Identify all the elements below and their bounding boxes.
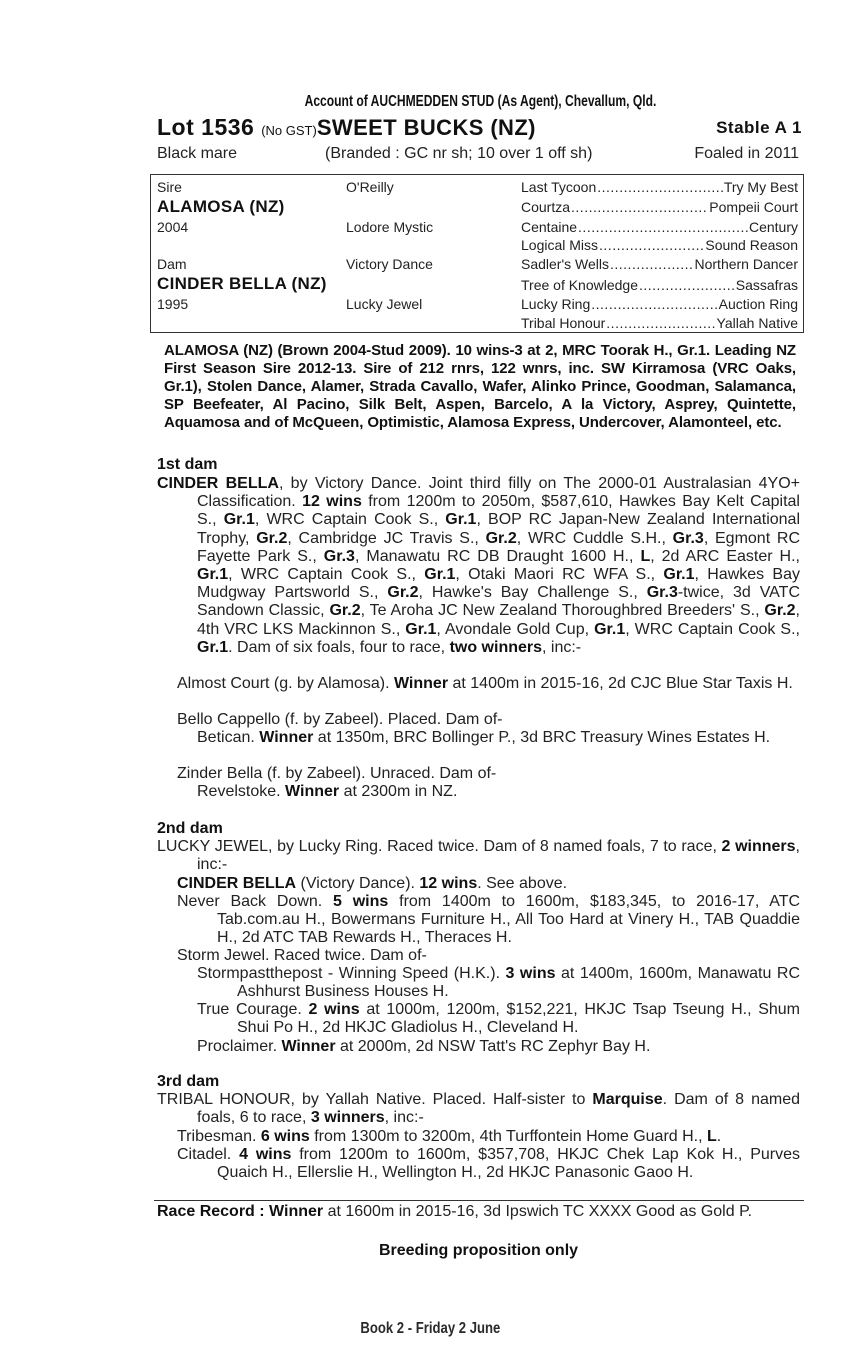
text: from 1200m to 2050m, $587,610, Hawkes Bay Kelt Capital S., bbox=[197, 493, 800, 529]
leader-dots bbox=[599, 237, 704, 253]
vendor-account: Account of AUCHMEDDEN STUD (As Agent), Chevallum, Qld. bbox=[304, 93, 657, 110]
dam-name: CINDER BELLA (NZ) bbox=[157, 274, 327, 293]
progeny-entry bbox=[177, 765, 800, 783]
ancestor-name: Courtza bbox=[521, 199, 571, 215]
leader-dots bbox=[578, 219, 748, 235]
gst-note: (No GST) bbox=[261, 123, 317, 138]
text: , Manawatu RC DB Draught 1600 H., bbox=[354, 547, 641, 565]
third-dam-entry bbox=[157, 1091, 800, 1127]
text: at 1350m, BRC Bollinger P., 3d BRC Treasury Wines Estates H. bbox=[313, 729, 771, 746]
text: -twice, 3d VATC Sandown Classic, bbox=[197, 584, 800, 620]
text: at 1400m in 2015-16, 2d CJC Blue Star Taxis H. bbox=[448, 675, 793, 692]
divider bbox=[154, 1200, 804, 1201]
footer-text: Book 2 - Friday 2 June bbox=[360, 1320, 500, 1337]
sire-year: 2004 bbox=[157, 219, 189, 235]
text: , BOP RC Japan-New Zealand International Trophy, bbox=[197, 511, 801, 547]
text: Stormpastthepost - Winning Speed (H.K.). bbox=[197, 965, 506, 982]
result: Winner bbox=[281, 1038, 336, 1055]
grade: Gr.2 bbox=[256, 529, 288, 547]
text: True Courage. bbox=[197, 1001, 309, 1018]
grade: Gr.1 bbox=[197, 566, 229, 584]
winners-count: 3 winners bbox=[310, 1109, 385, 1127]
text: , inc:- bbox=[384, 1109, 424, 1127]
text: , WRC Cuddle S.H., bbox=[516, 529, 673, 547]
text: at 2300m in NZ. bbox=[339, 783, 458, 800]
progeny-entry bbox=[177, 947, 800, 965]
text: at 2000m, 2d NSW Tatt's RC Zephyr Bay H. bbox=[335, 1038, 651, 1055]
text: , by Victory Dance. Joint third filly on The 2000-01 Australasian 4YO+ Classification. bbox=[197, 475, 801, 511]
text: . Dam of 8 named foals, 6 to race, bbox=[197, 1091, 801, 1127]
race-record-label: Race Record : bbox=[157, 1203, 270, 1220]
grade: Gr.3 bbox=[323, 547, 355, 565]
grade: Gr.3 bbox=[646, 584, 678, 602]
third-dam-heading: 3rd dam bbox=[157, 1073, 220, 1090]
grade: Gr.1 bbox=[223, 511, 255, 529]
text: Betican. bbox=[197, 729, 260, 746]
ancestor-row bbox=[521, 179, 798, 195]
ancestor-row bbox=[521, 199, 798, 215]
grade: Gr.2 bbox=[764, 602, 796, 620]
progeny-entry bbox=[177, 893, 800, 948]
leader-dots bbox=[597, 179, 723, 195]
progeny-entry bbox=[177, 1128, 800, 1146]
grand-progeny-entry bbox=[197, 965, 800, 1001]
sire-sire: O'Reilly bbox=[346, 179, 394, 195]
text: , WRC Captain Cook S., bbox=[625, 620, 800, 638]
grand-progeny-entry bbox=[197, 729, 800, 747]
text: Bello Cappello (f. by Zabeel). Placed. Dam of- bbox=[177, 711, 503, 728]
text: , Cambridge JC Travis S., bbox=[287, 529, 486, 547]
ancestor-name: Tree of Knowledge bbox=[521, 277, 638, 293]
grade: Gr.2 bbox=[485, 529, 517, 547]
progeny-entry bbox=[177, 675, 800, 693]
text: LUCKY JEWEL, by Lucky Ring. Raced twice. Dam of 8 named foals, 7 to race, bbox=[157, 838, 722, 855]
leader-dots bbox=[639, 277, 735, 293]
ancestor-sire: Pompeii Court bbox=[709, 199, 798, 215]
result: Winner bbox=[259, 729, 314, 746]
text: , WRC Captain Cook S., bbox=[228, 566, 425, 584]
ancestor-sire: Auction Ring bbox=[718, 296, 798, 312]
relative-name: Marquise bbox=[592, 1091, 663, 1108]
text: . bbox=[716, 1128, 722, 1145]
ancestor-sire: Century bbox=[748, 219, 798, 235]
ancestor-name: Last Tycoon bbox=[521, 179, 597, 195]
text: . Dam of six foals, four to race, bbox=[228, 638, 450, 656]
result: 2 wins bbox=[308, 1001, 360, 1018]
progeny-name: CINDER BELLA bbox=[177, 875, 297, 892]
text: at 1000m, 1200m, $152,221, HKJC Tsap Tseung H., Shum Shui Po H., 2d HKJC Gladiolus H., Cleveland H. bbox=[237, 1001, 800, 1037]
grand-progeny-entry bbox=[197, 1038, 800, 1056]
grade: Gr.1 bbox=[663, 566, 695, 584]
leader-dots bbox=[571, 199, 708, 215]
page-footer bbox=[0, 1320, 860, 1338]
result: 3 wins bbox=[505, 965, 556, 982]
grade: L bbox=[707, 1128, 717, 1145]
grade: Gr.2 bbox=[387, 584, 419, 602]
text: , WRC Captain Cook S., bbox=[254, 511, 446, 529]
second-dam-entry bbox=[157, 838, 800, 874]
winners-count: two winners bbox=[449, 638, 543, 656]
ancestor-row bbox=[521, 256, 798, 272]
result: Winner bbox=[393, 675, 449, 692]
ancestor-row bbox=[521, 277, 798, 293]
text: . See above. bbox=[477, 875, 568, 892]
sire-summary: ALAMOSA (NZ) (Brown 2004-Stud 2009). 10 wins-3 at 2, MRC Toorak H., Gr.1. Leading NZ First Season Sire 2012-13. Sire of 212 rnrs, 122 wnrs, inc. SW Kirramosa (VRC Oaks, Gr.1), Stolen Dance, Alamer, Strada Cavallo, Wafer, Alinko Prince, Goodman, Salamanca, SP Beefeater, Al Pacino, Silk Belt, Aspen, Barcelo, A la Victory, Asprey, Quintette, Aquamosa and of McQueen, Optimistic, Alamosa Express, Undercover, Alamonteel, etc. bbox=[164, 342, 796, 431]
text: , 2d ARC Easter H., bbox=[650, 547, 801, 565]
second-dam-heading: 2nd dam bbox=[157, 820, 223, 837]
text: from 1200m to 1600m, $357,708, HKJC Chek Lap Kok H., Purves Quaich H., Ellerslie H., Wellington H., 2d HKJC Panasonic Gaoo H. bbox=[217, 1146, 800, 1182]
stable-location: Stable A 1 bbox=[716, 118, 802, 137]
leader-dots bbox=[591, 296, 717, 312]
grade: Gr.1 bbox=[405, 620, 437, 638]
grand-progeny-entry bbox=[197, 1001, 800, 1037]
result: 12 wins bbox=[419, 875, 478, 892]
text: at 1400m, 1600m, Manawatu RC Ashhurst Business Houses H. bbox=[237, 965, 801, 1001]
text: , Egmont RC Fayette Park S., bbox=[197, 529, 801, 565]
ancestor-row bbox=[521, 219, 798, 235]
text: Zinder Bella (f. by Zabeel). Unraced. Dam of- bbox=[177, 765, 497, 782]
text: , Te Aroha JC New Zealand Thoroughbred Breeders' S., bbox=[360, 602, 765, 620]
dam-year: 1995 bbox=[157, 296, 189, 312]
text: Never Back Down. bbox=[177, 893, 334, 910]
sire-dam: Lodore Mystic bbox=[346, 219, 434, 235]
text: from 1300m to 3200m, 4th Turffontein Home Guard H., bbox=[309, 1128, 708, 1145]
result: Winner bbox=[269, 1203, 324, 1220]
sex-colour: Black mare bbox=[157, 145, 238, 162]
sire-label: Sire bbox=[157, 179, 182, 195]
leader-dots bbox=[610, 256, 694, 272]
ancestor-sire: Sound Reason bbox=[705, 237, 798, 253]
lot-title bbox=[157, 114, 536, 141]
text: , 4th VRC LKS Mackinnon S., bbox=[197, 602, 800, 638]
progeny-entry bbox=[177, 1146, 800, 1182]
text: , inc:- bbox=[197, 838, 800, 874]
grand-progeny-entry bbox=[197, 783, 800, 801]
ancestor-row bbox=[521, 296, 798, 312]
ancestor-name: Tribal Honour bbox=[521, 315, 606, 331]
text: Revelstoke. bbox=[197, 783, 286, 800]
pedigree-table bbox=[150, 174, 804, 333]
progeny-entry bbox=[177, 875, 800, 893]
result: 6 wins bbox=[260, 1128, 310, 1145]
lot-header bbox=[157, 114, 802, 144]
horse-details bbox=[157, 145, 799, 165]
ancestor-name: Lucky Ring bbox=[521, 296, 591, 312]
result: 5 wins bbox=[333, 893, 389, 910]
race-record bbox=[157, 1203, 800, 1221]
foaled-year: Foaled in 2011 bbox=[694, 145, 799, 162]
ancestor-sire: Northern Dancer bbox=[694, 256, 798, 272]
winners-count: 2 winners bbox=[721, 838, 796, 855]
horse-name: SWEET BUCKS (NZ) bbox=[316, 115, 536, 140]
text: at 1600m in 2015-16, 3d Ipswich TC XXXX Good as Gold P. bbox=[323, 1203, 753, 1220]
grade: Gr.2 bbox=[329, 602, 361, 620]
wins-count: 12 wins bbox=[302, 493, 362, 511]
vendor-account-line bbox=[157, 93, 804, 111]
text: Almost Court (g. by Alamosa). bbox=[177, 675, 394, 692]
grade: Gr.1 bbox=[197, 638, 229, 656]
ancestor-sire: Try My Best bbox=[723, 179, 798, 195]
text: , inc:- bbox=[542, 638, 582, 656]
text: Storm Jewel. Raced twice. Dam of- bbox=[177, 947, 427, 964]
breeding-note: Breeding proposition only bbox=[378, 1242, 579, 1259]
grade: Gr.3 bbox=[672, 529, 704, 547]
ancestor-sire: Yallah Native bbox=[716, 315, 798, 331]
grade: Gr.1 bbox=[424, 566, 456, 584]
first-dam-entry bbox=[157, 475, 800, 657]
progeny-entry bbox=[177, 711, 800, 729]
text: Citadel. bbox=[177, 1146, 240, 1163]
brand-marks: (Branded : GC nr sh; 10 over 1 off sh) bbox=[325, 145, 593, 162]
dam-sire: Victory Dance bbox=[346, 256, 433, 272]
ancestor-name: Sadler's Wells bbox=[521, 256, 609, 272]
text: Tribesman. bbox=[177, 1128, 261, 1145]
text: , Hawke's Bay Challenge S., bbox=[418, 584, 647, 602]
leader-dots bbox=[606, 315, 715, 331]
text: , Avondale Gold Cup, bbox=[436, 620, 595, 638]
ancestor-row bbox=[521, 315, 798, 331]
ancestor-row bbox=[521, 237, 798, 253]
dam-label: Dam bbox=[157, 256, 187, 272]
text: TRIBAL HONOUR, by Yallah Native. Placed. Half-sister to bbox=[157, 1091, 593, 1108]
ancestor-name: Centaine bbox=[521, 219, 578, 235]
lot-number: Lot 1536 bbox=[157, 114, 255, 140]
result: Winner bbox=[285, 783, 340, 800]
text: (Victory Dance). bbox=[296, 875, 420, 892]
grade: L bbox=[640, 547, 651, 565]
text: , Otaki Maori RC WFA S., bbox=[455, 566, 664, 584]
grade: Gr.1 bbox=[594, 620, 626, 638]
first-dam-heading: 1st dam bbox=[157, 456, 218, 473]
text: Proclaimer. bbox=[197, 1038, 282, 1055]
sire-name: ALAMOSA (NZ) bbox=[157, 197, 285, 216]
result: 4 wins bbox=[239, 1146, 292, 1163]
dam-name: CINDER BELLA bbox=[157, 475, 279, 492]
text: , Hawkes Bay Mudgway Partsworld S., bbox=[197, 566, 801, 602]
text: from 1400m to 1600m, $183,345, to 2016-17, ATC Tab.com.au H., Bowermans Furniture H., All Too Hard at Vinery H., TAB Quaddie H., 2d ATC TAB Rewards H., Theraces H. bbox=[217, 893, 801, 947]
ancestor-name: Logical Miss bbox=[521, 237, 599, 253]
ancestor-sire: Sassafras bbox=[735, 277, 798, 293]
dam-dam: Lucky Jewel bbox=[346, 296, 423, 312]
grade: Gr.1 bbox=[445, 511, 477, 529]
